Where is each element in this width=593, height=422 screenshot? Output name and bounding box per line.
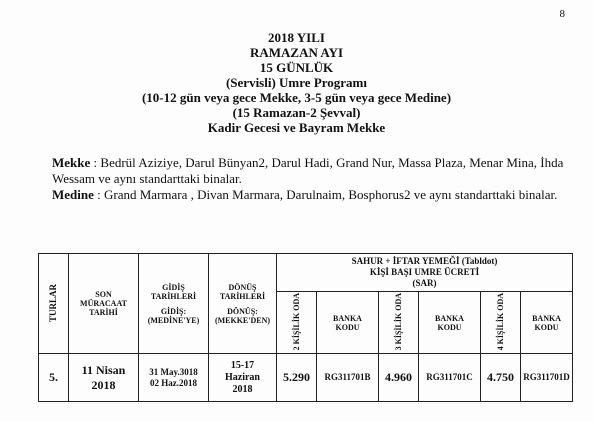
title-line-duration: 15 GÜNLÜK bbox=[259, 60, 334, 75]
page-number: 8 bbox=[559, 8, 565, 20]
cell-donus bbox=[209, 354, 277, 402]
header-banka-2 bbox=[317, 292, 379, 354]
header-turlar bbox=[39, 254, 69, 354]
header-son-line2: MÜRACAAT bbox=[80, 299, 127, 309]
header-donus-line3: DÖNÜŞ: bbox=[227, 306, 258, 316]
header-son-muracaat bbox=[69, 254, 139, 354]
header-gidis bbox=[139, 254, 209, 354]
header-room-3 bbox=[379, 292, 419, 354]
city-mekke-hotels: : Bedrül Aziziye, Darul Bünyan2, Darul Hadi, Grand Nur, Massa Plaza, Menar Mina, İhda Wessam ve aynı standarttaki binalar. bbox=[52, 155, 564, 186]
header-son-line3: TARİHİ bbox=[89, 308, 118, 318]
hotels-mekke bbox=[52, 155, 572, 187]
cell-price-4: 4.750 bbox=[481, 354, 521, 402]
header-price-group bbox=[277, 254, 573, 292]
header-room-3-oda: ODA bbox=[394, 293, 403, 311]
header-room-2 bbox=[277, 292, 317, 354]
hotel-list bbox=[52, 155, 572, 203]
tour-price-table bbox=[38, 253, 573, 402]
cell-code-3: RG311701C bbox=[419, 354, 481, 402]
header-room-4-text bbox=[496, 293, 505, 350]
city-mekke-label: Mekke bbox=[52, 155, 91, 170]
header-donus-line4: (MEKKE'DEN) bbox=[214, 315, 271, 325]
header-banka-4-line1: BANKA bbox=[532, 313, 561, 323]
cell-son-line2: 2018 bbox=[91, 377, 116, 392]
cell-son-line1: 11 Nisan bbox=[81, 362, 126, 377]
cell-tur: 5. bbox=[39, 354, 69, 402]
header-room-4-count: 4 bbox=[496, 346, 505, 351]
cell-donus-line3: 2018 bbox=[232, 383, 253, 395]
cell-gidis bbox=[139, 354, 209, 402]
cell-gidis-line1: 31 May.3018 bbox=[149, 366, 198, 377]
program-title bbox=[0, 30, 593, 135]
header-banka-4 bbox=[521, 292, 573, 354]
header-turlar-label: TURLAR bbox=[48, 283, 58, 322]
table-row bbox=[39, 354, 573, 402]
title-line-year: 2018 YILI bbox=[268, 30, 325, 45]
header-room-2-text bbox=[292, 293, 301, 350]
header-gidis-line3: GİDİŞ: bbox=[160, 306, 187, 316]
header-price-line1: SAHUR + İFTAR YEMEĞİ (Tabldot) bbox=[351, 256, 498, 266]
header-room-4-oda: ODA bbox=[496, 293, 505, 311]
header-room-2-kisilik: KİŞİLİK bbox=[292, 312, 301, 345]
header-price-line3: (SAR) bbox=[412, 278, 437, 288]
header-room-4 bbox=[481, 292, 521, 354]
header-gidis-line4: (MEDİNE'YE) bbox=[147, 315, 200, 325]
header-gidis-line2: TARİHLERİ bbox=[150, 291, 197, 301]
title-line-dates: (15 Ramazan-2 Şevval) bbox=[232, 105, 361, 120]
header-room-2-count: 2 bbox=[292, 346, 301, 351]
cell-price-3: 4.960 bbox=[379, 354, 419, 402]
title-line-nights: (10-12 gün veya gece Mekke, 3-5 gün veya gece Medine) bbox=[141, 90, 452, 105]
cell-donus-line2: Haziran bbox=[225, 371, 260, 383]
header-room-3-count: 3 bbox=[394, 346, 403, 351]
cell-donus-line1: 15-17 bbox=[230, 359, 255, 371]
title-line-month: RAMAZAN AYI bbox=[249, 45, 344, 60]
header-banka-2-line1: BANKA bbox=[333, 313, 362, 323]
header-room-3-kisilik: KİŞİLİK bbox=[394, 312, 403, 345]
city-medine-label: Medine bbox=[52, 187, 94, 202]
header-price-line2: KİŞİ BAŞI UMRE ÜCRETİ bbox=[369, 267, 480, 277]
cell-code-4: RG311701D bbox=[521, 354, 573, 402]
header-room-3-text bbox=[394, 293, 403, 350]
header-son-line1: SON bbox=[95, 290, 112, 300]
header-donus-line2: TARİHLERİ bbox=[219, 291, 266, 301]
title-line-kadir: Kadir Gecesi ve Bayram Mekke bbox=[207, 120, 386, 135]
header-banka-3-line2: KODU bbox=[437, 322, 462, 332]
header-banka-3-line1: BANKA bbox=[435, 313, 464, 323]
header-room-2-oda: ODA bbox=[292, 293, 301, 311]
hotels-medine bbox=[52, 187, 572, 203]
header-banka-3 bbox=[419, 292, 481, 354]
header-banka-4-line2: KODU bbox=[534, 322, 559, 332]
header-donus bbox=[209, 254, 277, 354]
cell-son-muracaat bbox=[69, 354, 139, 402]
cell-code-2: RG311701B bbox=[317, 354, 379, 402]
title-line-program: (Servisli) Umre Programı bbox=[225, 75, 368, 90]
header-banka-2-line2: KODU bbox=[335, 322, 360, 332]
header-gidis-line1: GİDİŞ bbox=[162, 282, 185, 292]
header-donus-line1: DÖNÜŞ bbox=[228, 282, 257, 292]
header-room-4-kisilik: KİŞİLİK bbox=[496, 312, 505, 345]
cell-gidis-line2: 02 Haz.2018 bbox=[150, 377, 197, 388]
cell-price-2: 5.290 bbox=[277, 354, 317, 402]
city-medine-hotels: : Grand Marmara , Divan Marmara, Darulnaim, Bosphorus2 ve aynı standarttaki binalar. bbox=[93, 187, 558, 202]
